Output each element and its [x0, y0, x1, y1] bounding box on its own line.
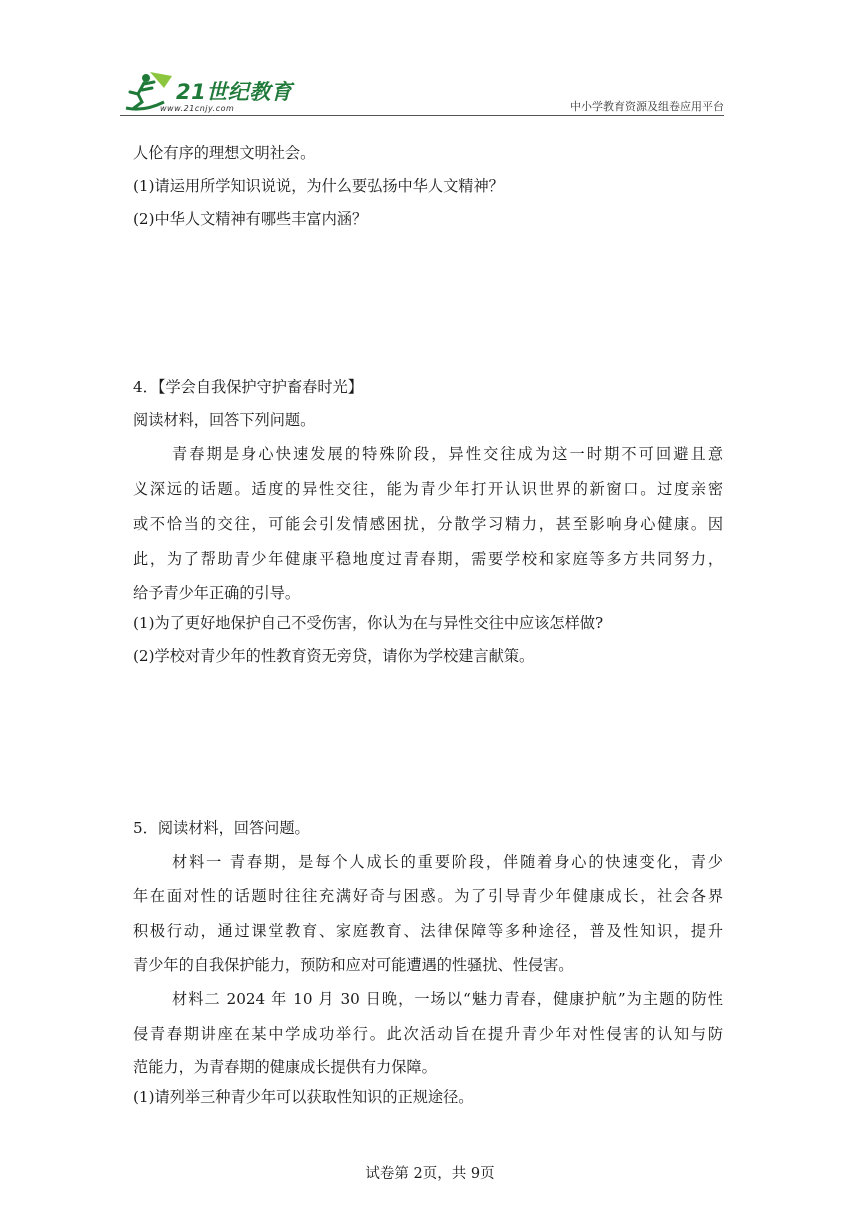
- page-number: 试卷第 2页，共 9页: [365, 1166, 495, 1182]
- question-line: (1)请运用所学知识说说，为什么要弘扬中华人文精神？: [133, 177, 504, 195]
- material-line: 范能力，为青春期的健康成长提供有力保障。: [133, 1058, 437, 1076]
- platform-label: 中小学教育资源及组卷应用平台: [570, 100, 724, 113]
- section-title: 4．【学会自我保护守护畜春时光】: [133, 378, 363, 396]
- logo-url: www.21cnjy.com: [160, 104, 235, 113]
- material-line: 给予青少年正确的引导。: [133, 584, 301, 602]
- material-line: 或不恰当的交往，可能会引发情感困扰，分散学习精力，甚至影响身心健康。因: [133, 515, 723, 533]
- section-title: 5．阅读材料，回答问题。: [133, 819, 310, 837]
- material-line: 义深远的话题。适度的异性交往，能为青少年打开认识世界的新窗口。过度亲密: [133, 480, 723, 498]
- text-line: 人伦有序的理想文明社会。: [133, 144, 316, 162]
- header-divider: [120, 115, 724, 116]
- material-line: 材料二 2024 年 10 月 30 日晚，一场以“魅力青春，健康护航”为主题的防性: [172, 990, 723, 1008]
- material-line: 此，为了帮助青少年健康平稳地度过青春期，需要学校和家庭等多方共同努力，: [133, 550, 723, 568]
- logo-text: 21世纪教育: [176, 80, 293, 104]
- material-line: 积极行动，通过课堂教育、家庭教育、法律保障等多种途径，普及性知识，提升: [133, 922, 723, 940]
- question-line: (1)为了更好地保护自己不受伤害，你认为在与异性交往中应该怎样做?: [133, 614, 604, 632]
- question-line: (1)请列举三种青少年可以获取性知识的正规途径。: [133, 1088, 474, 1106]
- page-header: [120, 64, 724, 116]
- question-line: (2)中华人文精神有哪些丰富内涵？: [133, 210, 368, 228]
- logo: [120, 68, 300, 116]
- instruction-line: 阅读材料，回答下列问题。: [133, 411, 316, 429]
- material-line: 青春期是身心快速发展的特殊阶段，异性交往成为这一时期不可回避且意: [172, 445, 723, 463]
- material-line: 年在面对性的话题时往往充满好奇与困惑。为了引导青少年健康成长，社会各界: [133, 887, 723, 905]
- question-line: (2)学校对青少年的性教育资无旁贷，请你为学校建言献策。: [133, 647, 535, 665]
- material-line: 侵青春期讲座在某中学成功举行。此次活动旨在提升青少年对性侵害的认知与防: [133, 1025, 723, 1043]
- material-line: 青少年的自我保护能力，预防和应对可能遭遇的性骚扰、性侵害。: [133, 956, 574, 974]
- material-line: 材料一 青春期，是每个人成长的重要阶段，伴随着身心的快速变化，青少: [172, 853, 723, 871]
